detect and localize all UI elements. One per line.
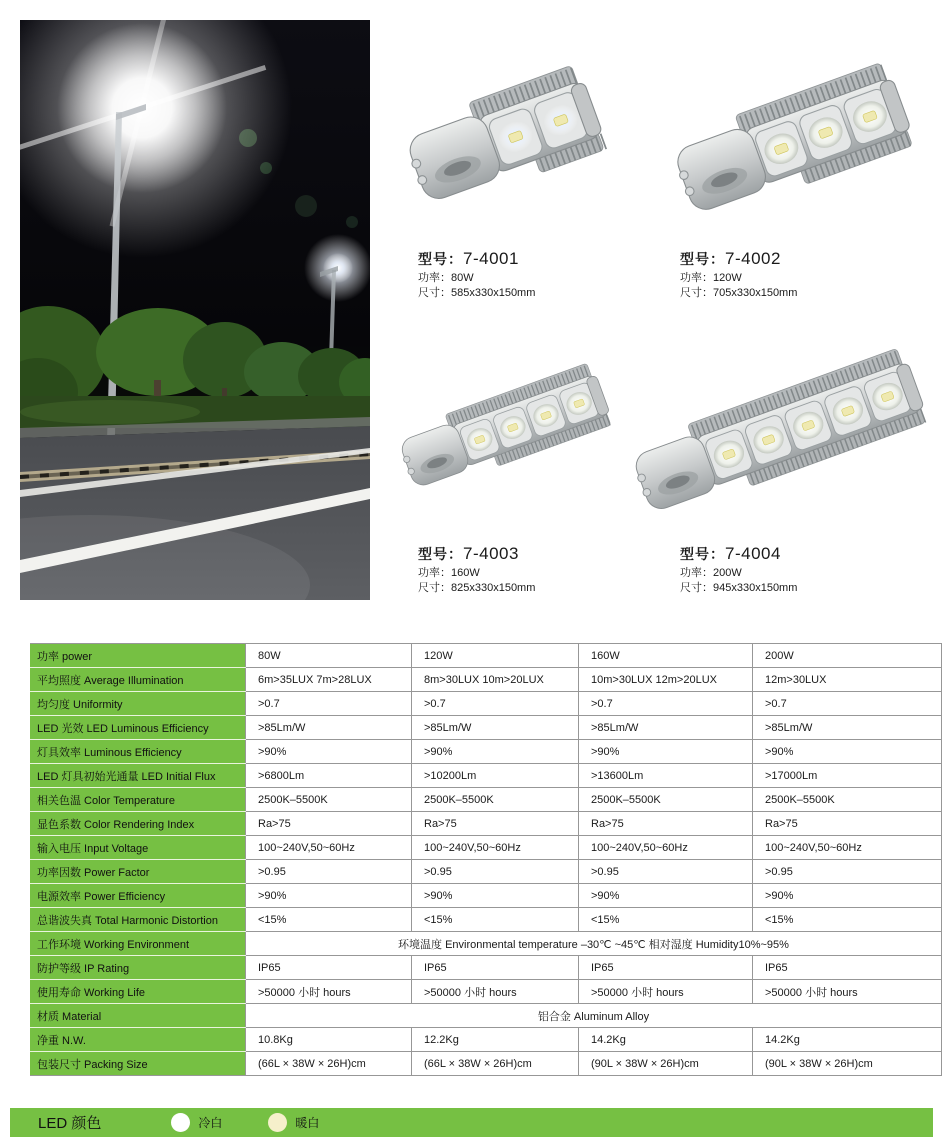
spec-cell: IP65 [753, 956, 942, 980]
power-line [418, 567, 535, 581]
spec-cell: (90L × 38W × 26H)cm [753, 1052, 942, 1076]
spec-row [31, 956, 942, 980]
spec-row [31, 788, 942, 812]
spec-cell: >0.95 [246, 860, 412, 884]
spec-row-label: 平均照度 Average Illumination [31, 668, 246, 692]
spec-row-label: 工作环境 Working Environment [31, 932, 246, 956]
spec-cell: <15% [246, 908, 412, 932]
spec-cell: <15% [753, 908, 942, 932]
spec-cell: 2500K–5500K [412, 788, 579, 812]
spec-row [31, 1004, 942, 1028]
spec-table [30, 643, 942, 1076]
spec-cell-span: 铝合金 Aluminum Alloy [246, 1004, 942, 1028]
size-value: 705x330x150mm [713, 286, 798, 299]
power-value: 200W [713, 567, 742, 579]
spec-row [31, 932, 942, 956]
lens-flare [239, 129, 257, 147]
product-image-7-4003 [386, 318, 624, 536]
led-lamp-drawing [388, 30, 622, 242]
cool-white-label: 冷白 [198, 1116, 223, 1130]
spec-row [31, 740, 942, 764]
led-color-bar [10, 1108, 933, 1137]
model-label: 型号： [680, 546, 725, 562]
spec-row [31, 908, 942, 932]
led-lamp-drawing [644, 40, 942, 240]
spec-cell: 160W [579, 644, 753, 668]
spec-cell: >90% [246, 884, 412, 908]
power-line [680, 567, 797, 581]
spec-row [31, 980, 942, 1004]
spec-cell: >50000 小时 hours [246, 980, 412, 1004]
spec-cell: (66L × 38W × 26H)cm [412, 1052, 579, 1076]
spec-row [31, 1028, 942, 1052]
spec-row-label: 功率 power [31, 644, 246, 668]
lens-flare [346, 216, 358, 228]
spec-row-label: LED 灯具初始光通量 LED Initial Flux [31, 764, 246, 788]
spec-row [31, 764, 942, 788]
spec-cell: >50000 小时 hours [753, 980, 942, 1004]
spec-cell: >90% [412, 740, 579, 764]
size-line [418, 287, 535, 301]
spec-row-label: 功率因数 Power Factor [31, 860, 246, 884]
spec-cell: >0.7 [579, 692, 753, 716]
spec-cell: >90% [579, 884, 753, 908]
size-line [418, 582, 535, 596]
product-image-7-4002 [644, 40, 942, 240]
spec-cell: IP65 [412, 956, 579, 980]
power-value: 80W [451, 272, 474, 284]
spec-cell: 200W [753, 644, 942, 668]
spec-cell: 2500K–5500K [579, 788, 753, 812]
spec-cell: >90% [753, 740, 942, 764]
spec-cell: 10m>30LUX 12m>20LUX [579, 668, 753, 692]
model-label: 型号： [680, 251, 725, 267]
model-label: 型号： [418, 251, 463, 267]
model-line [680, 248, 797, 270]
spec-table-body [31, 644, 942, 1076]
warm-white-swatch [268, 1113, 287, 1132]
spec-cell: 14.2Kg [753, 1028, 942, 1052]
street-photo [20, 20, 370, 600]
warm-white-label: 暖白 [295, 1116, 320, 1130]
spec-row-label: 相关色温 Color Temperature [31, 788, 246, 812]
spec-cell: 14.2Kg [579, 1028, 753, 1052]
model-line [418, 543, 535, 565]
spec-row-label: 使用寿命 Working Life [31, 980, 246, 1004]
spec-row-label: 净重 N.W. [31, 1028, 246, 1052]
product-caption [418, 543, 535, 596]
size-label: 尺寸： [680, 286, 713, 299]
spec-cell: 100~240V,50~60Hz [579, 836, 753, 860]
spec-row [31, 716, 942, 740]
lens-flare [260, 162, 272, 174]
power-label: 功率： [418, 567, 451, 579]
product-image-7-4004 [616, 328, 942, 536]
spec-row [31, 884, 942, 908]
spec-cell: >85Lm/W [753, 716, 942, 740]
product-caption [418, 248, 535, 301]
spec-cell: >90% [246, 740, 412, 764]
spec-row [31, 692, 942, 716]
product-caption [680, 248, 797, 301]
spec-cell: >90% [753, 884, 942, 908]
size-line [680, 582, 797, 596]
size-line [680, 287, 797, 301]
spec-row [31, 836, 942, 860]
spec-row-label: 总谐波失真 Total Harmonic Distortion [31, 908, 246, 932]
spec-cell: 2500K–5500K [246, 788, 412, 812]
power-line [680, 272, 797, 286]
spec-cell: >0.7 [246, 692, 412, 716]
power-label: 功率： [680, 567, 713, 579]
spec-cell: 12m>30LUX [753, 668, 942, 692]
spec-cell: Ra>75 [412, 812, 579, 836]
model-number: 7-4001 [463, 249, 519, 268]
spec-cell: >0.95 [753, 860, 942, 884]
spec-cell: <15% [412, 908, 579, 932]
spec-row [31, 812, 942, 836]
spec-cell: 100~240V,50~60Hz [412, 836, 579, 860]
power-label: 功率： [680, 272, 713, 284]
model-label: 型号： [418, 546, 463, 562]
lens-flare [295, 195, 317, 217]
spec-cell: >17000Lm [753, 764, 942, 788]
spec-cell: >90% [579, 740, 753, 764]
spec-cell: 8m>30LUX 10m>20LUX [412, 668, 579, 692]
power-line [418, 272, 535, 286]
spec-cell: 12.2Kg [412, 1028, 579, 1052]
spec-cell: 6m>35LUX 7m>28LUX [246, 668, 412, 692]
spec-cell: >0.95 [412, 860, 579, 884]
spec-cell: Ra>75 [246, 812, 412, 836]
led-color-title: LED 颜色 [38, 1115, 102, 1132]
spec-row-label: 材质 Material [31, 1004, 246, 1028]
spec-row-label: 显色系数 Color Rendering Index [31, 812, 246, 836]
led-lamp-drawing [386, 318, 624, 536]
spec-row-label: 包装尺寸 Packing Size [31, 1052, 246, 1076]
street-photo-art [20, 20, 370, 600]
size-label: 尺寸： [680, 581, 713, 594]
spec-row [31, 644, 942, 668]
spec-cell: 120W [412, 644, 579, 668]
cool-white-swatch [171, 1113, 190, 1132]
led-lamp-drawing [616, 328, 942, 536]
size-label: 尺寸： [418, 581, 451, 594]
spec-cell: 100~240V,50~60Hz [753, 836, 942, 860]
spec-cell: >85Lm/W [246, 716, 412, 740]
model-number: 7-4002 [725, 249, 781, 268]
spec-cell: >85Lm/W [579, 716, 753, 740]
product-caption [680, 543, 797, 596]
spec-row-label: 输入电压 Input Voltage [31, 836, 246, 860]
spec-row-label: 电源效率 Power Efficiency [31, 884, 246, 908]
spec-cell: >10200Lm [412, 764, 579, 788]
model-line [418, 248, 535, 270]
size-label: 尺寸： [418, 286, 451, 299]
spec-cell: >13600Lm [579, 764, 753, 788]
spec-cell: IP65 [579, 956, 753, 980]
spec-cell: >0.95 [579, 860, 753, 884]
size-value: 585x330x150mm [451, 286, 536, 299]
spec-cell: Ra>75 [579, 812, 753, 836]
spec-cell: >0.7 [753, 692, 942, 716]
spec-row-label: 防护等级 IP Rating [31, 956, 246, 980]
spec-row [31, 1052, 942, 1076]
power-value: 160W [451, 567, 480, 579]
spec-row [31, 860, 942, 884]
spec-cell: (90L × 38W × 26H)cm [579, 1052, 753, 1076]
spec-cell: >50000 小时 hours [412, 980, 579, 1004]
spec-cell: >6800Lm [246, 764, 412, 788]
model-number: 7-4003 [463, 544, 519, 563]
product-image-7-4001 [388, 30, 622, 242]
spec-cell: 2500K–5500K [753, 788, 942, 812]
spec-cell: >50000 小时 hours [579, 980, 753, 1004]
model-number: 7-4004 [725, 544, 781, 563]
spec-cell: >85Lm/W [412, 716, 579, 740]
spec-cell-span: 环境温度 Environmental temperature –30℃ ~45℃ 相对湿度 Humidity10%~95% [246, 932, 942, 956]
spec-row-label: 均匀度 Uniformity [31, 692, 246, 716]
spec-cell: >90% [412, 884, 579, 908]
power-value: 120W [713, 272, 742, 284]
spec-row-label: 灯具效率 Luminous Efficiency [31, 740, 246, 764]
spec-row-label: LED 光效 LED Luminous Efficiency [31, 716, 246, 740]
spec-cell: 100~240V,50~60Hz [246, 836, 412, 860]
spec-cell: 80W [246, 644, 412, 668]
model-line [680, 543, 797, 565]
spec-cell: >0.7 [412, 692, 579, 716]
spec-cell: <15% [579, 908, 753, 932]
spec-cell: IP65 [246, 956, 412, 980]
spec-row [31, 668, 942, 692]
size-value: 825x330x150mm [451, 581, 536, 594]
size-value: 945x330x150mm [713, 581, 798, 594]
spec-cell: 10.8Kg [246, 1028, 412, 1052]
spec-cell: Ra>75 [753, 812, 942, 836]
power-label: 功率： [418, 272, 451, 284]
spec-cell: (66L × 38W × 26H)cm [246, 1052, 412, 1076]
